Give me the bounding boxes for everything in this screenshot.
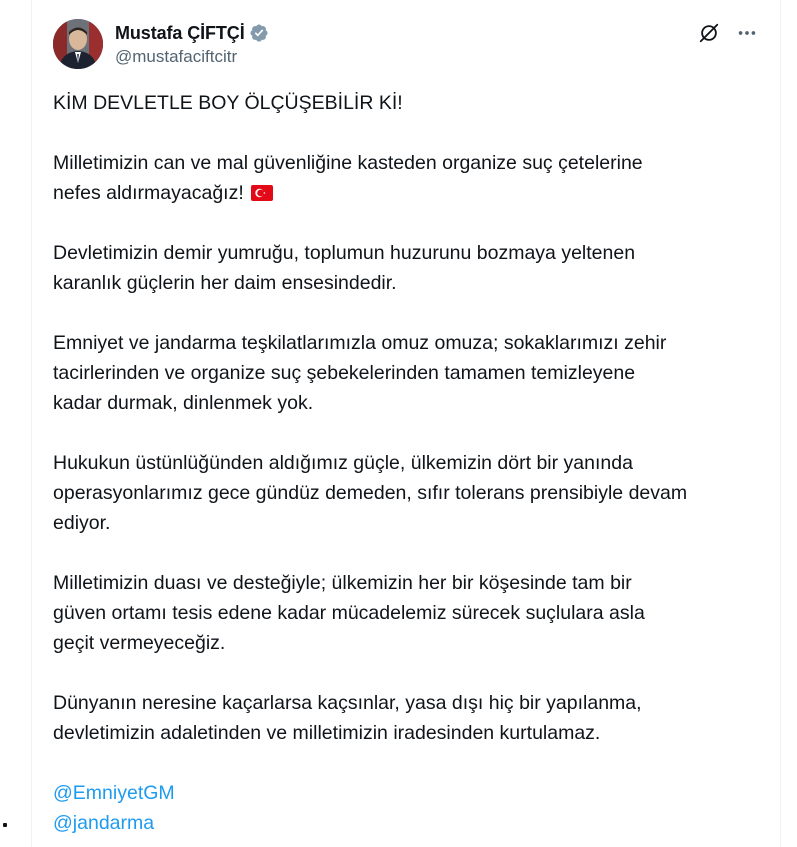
tweet-paragraph-3: Emniyet ve jandarma teşkilatlarımızla omuz omuza; sokaklarımızı zehir tacirlerinden ve organize suç şebekelerinden tamamen temizleyene kadar durmak, dinlenmek yok. <box>53 332 667 414</box>
author-handle[interactable]: @mustafaciftcitr <box>115 47 238 66</box>
tweet-paragraph-6: Dünyanın neresine kaçarlarsa kaçsınlar, yasa dışı hiç bir yapılanma, devletimizin adaletinden ve milletimizin iradesinden kurtulamaz. <box>53 692 642 744</box>
tweet-paragraph-4: Hukukun üstünlüğünden aldığımız güçle, ülkemizin dört bir yanında operasyonlarımız gece gündüz demeden, sıfır tolerans prensibiyle devam ediyor. <box>53 452 688 534</box>
tweet-text <box>53 88 753 838</box>
author-name-row[interactable] <box>115 21 269 45</box>
tweet-paragraph-1 <box>53 148 753 208</box>
mention-link-emniyetgm[interactable]: @EmniyetGM <box>53 782 175 804</box>
more-options-icon[interactable] <box>734 20 760 46</box>
tweet-card <box>31 0 781 847</box>
paragraph-1-text: Milletimizin can ve mal güvenliğine kasteden organize suç çetelerine nefes aldırmayacağız! <box>53 152 643 204</box>
mention-link-jandarma[interactable]: @jandarma <box>53 812 155 834</box>
grok-icon[interactable] <box>696 20 722 46</box>
author-display-name[interactable]: Mustafa ÇİFTÇİ <box>115 22 245 43</box>
avatar[interactable] <box>53 19 103 69</box>
turkey-flag-emoji <box>251 180 273 196</box>
tweet-paragraph-2: Devletimizin demir yumruğu, toplumun huzurunu bozmaya yeltenen karanlık güçlerin her daim ensesindedir. <box>53 242 636 294</box>
verified-badge-icon <box>249 23 269 43</box>
tweet-top-actions <box>696 20 760 46</box>
tweet-headline: KİM DEVLETLE BOY ÖLÇÜŞEBİLİR Kİ! <box>53 92 403 114</box>
edge-dot <box>3 823 7 827</box>
tweet-paragraph-5: Milletimizin duası ve desteğiyle; ülkemizin her bir köşesinde tam bir güven ortamı tesis edene kadar mücadelemiz sürecek suçlulara asla geçit vermeyeceğiz. <box>53 572 645 654</box>
